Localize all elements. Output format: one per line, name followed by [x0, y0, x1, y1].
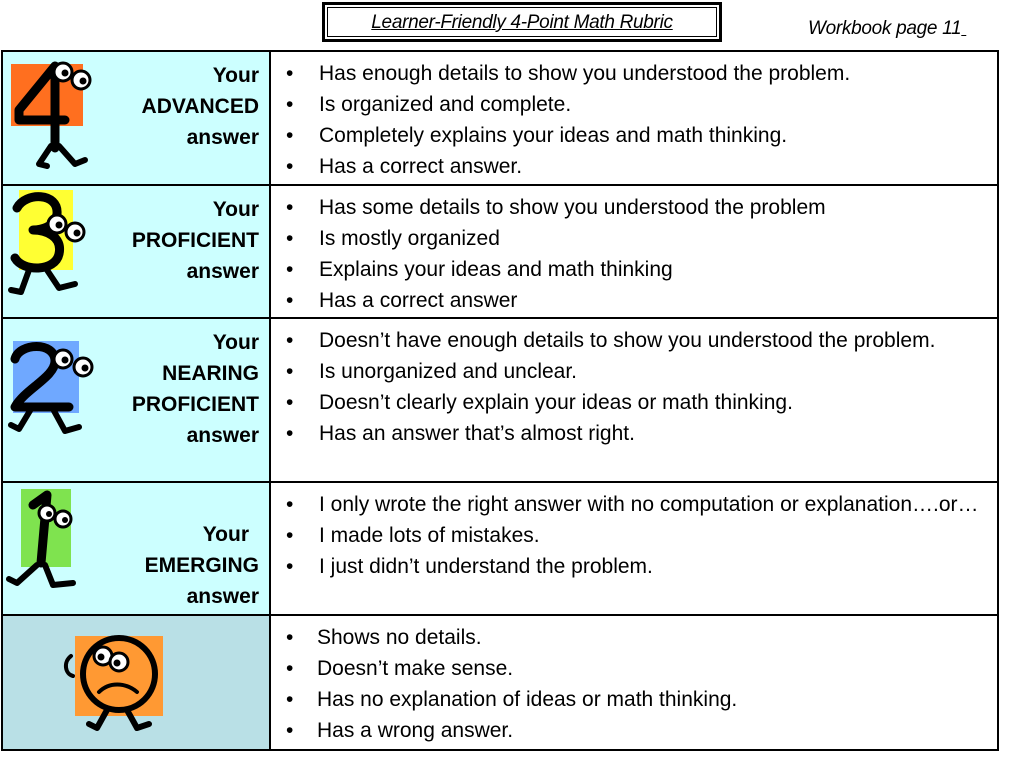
criteria-list	[271, 52, 997, 182]
criteria-item: • Shows no details.	[271, 622, 997, 653]
criteria-item: • Is organized and complete.	[271, 89, 997, 120]
level-label-line: ADVANCED	[141, 95, 259, 118]
criteria-item: • I just didn’t understand the problem.	[271, 551, 997, 582]
criteria-item: • Has a correct answer	[271, 285, 997, 316]
level-label-line: Your	[212, 198, 259, 221]
workbook-page-ref	[808, 18, 966, 40]
level-label-line: Your	[212, 64, 259, 87]
level-label-line: NEARING	[162, 362, 259, 385]
rubric-row-no-score	[2, 615, 998, 750]
score-3-character-icon	[3, 186, 113, 316]
criteria-item: • I made lots of mistakes.	[271, 520, 997, 551]
criteria-cell	[270, 185, 998, 318]
title-box	[322, 2, 722, 42]
rubric-row-advanced	[2, 51, 998, 185]
level-label	[145, 519, 259, 612]
level-label-line: EMERGING	[144, 554, 259, 577]
criteria-cell	[270, 51, 998, 185]
level-label	[132, 194, 259, 287]
criteria-item: • Has an answer that’s almost right.	[271, 418, 997, 449]
rubric-table	[1, 50, 999, 751]
criteria-list	[271, 186, 997, 316]
level-label	[132, 327, 259, 451]
level-label-cell	[2, 615, 270, 750]
criteria-cell	[270, 615, 998, 750]
level-label-cell	[2, 185, 270, 318]
criteria-list	[271, 616, 997, 746]
rubric-row-proficient	[2, 185, 998, 318]
level-label-line: PROFICIENT	[131, 229, 259, 252]
criteria-cell	[270, 318, 998, 482]
criteria-item: • Explains your ideas and math thinking	[271, 254, 997, 285]
criteria-item: • Has enough details to show you understood the problem.	[271, 58, 997, 89]
criteria-item: • Is unorganized and unclear.	[271, 356, 997, 387]
criteria-item: • Has a correct answer.	[271, 151, 997, 182]
criteria-item: • Has a wrong answer.	[271, 715, 997, 746]
page-ref-underscore	[961, 18, 966, 39]
criteria-item: • Doesn’t make sense.	[271, 653, 997, 684]
score-4-character-icon	[3, 52, 113, 182]
level-label	[142, 60, 259, 153]
criteria-list	[271, 319, 997, 449]
criteria-item: • Completely explains your ideas and math thinking.	[271, 120, 997, 151]
criteria-item: • Doesn’t have enough details to show you understood the problem.	[271, 325, 997, 356]
criteria-list	[271, 483, 997, 582]
level-label-cell	[2, 318, 270, 482]
level-label-line: Your	[212, 331, 259, 354]
criteria-item: • Has some details to show you understood the problem	[271, 192, 997, 223]
rubric-row-emerging	[2, 482, 998, 615]
criteria-item: • Is mostly organized	[271, 223, 997, 254]
level-label-line: answer	[186, 424, 259, 447]
rubric-row-nearing-proficient	[2, 318, 998, 482]
page-ref-text: Workbook page 11	[808, 18, 962, 39]
level-label-line: Your	[202, 523, 249, 546]
score-2-character-icon	[3, 319, 113, 449]
level-label-line: answer	[186, 585, 259, 608]
criteria-cell	[270, 482, 998, 615]
criteria-item: • Has no explanation of ideas or math thinking.	[271, 684, 997, 715]
page-title: Learner-Friendly 4-Point Math Rubric	[371, 12, 673, 33]
level-label-line: PROFICIENT	[131, 393, 259, 416]
criteria-item: • I only wrote the right answer with no computation or explanation….or…	[271, 489, 997, 520]
score-1-character-icon	[3, 483, 113, 613]
level-label-line: answer	[186, 126, 259, 149]
level-label-cell	[2, 482, 270, 615]
criteria-item: • Doesn’t clearly explain your ideas or math thinking.	[271, 387, 997, 418]
level-label-cell	[2, 51, 270, 185]
level-label-line: answer	[186, 260, 259, 283]
score-0-character-icon	[53, 616, 253, 746]
